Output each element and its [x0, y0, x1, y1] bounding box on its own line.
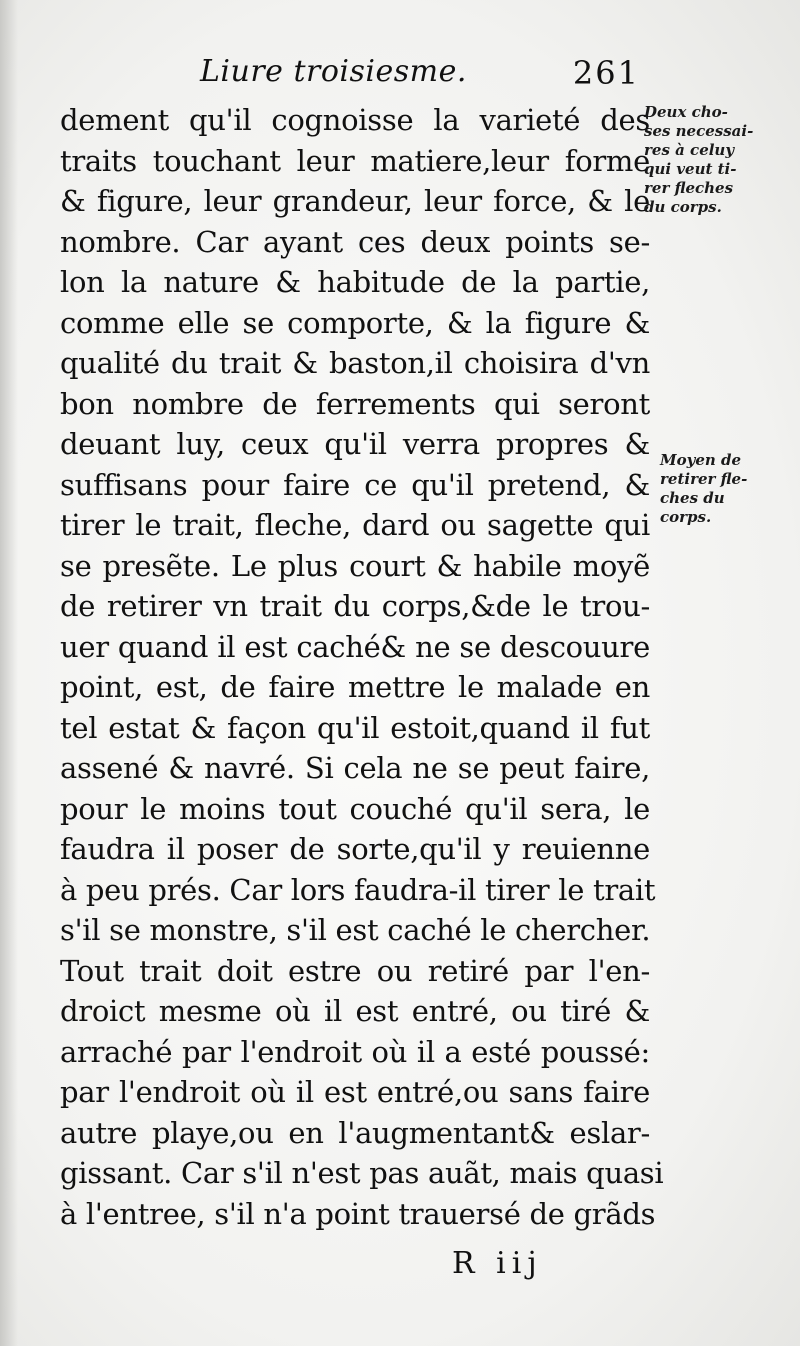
- running-title: Liure troisiesme.: [200, 54, 467, 89]
- margin-note-line: qui veut ti-: [644, 160, 737, 178]
- margin-note-line: res à celuy: [644, 141, 735, 159]
- text-line: deuant luy, ceux qu'il verra propres &: [60, 427, 650, 461]
- text-line: Tout trait doit estre ou retiré par l'en-: [60, 953, 650, 988]
- text-line: se presẽte. Le plus court & habile moyẽ: [60, 548, 650, 583]
- signature-mark: R iij: [452, 1246, 543, 1281]
- text-line: & figure, leur grandeur, leur force, & le: [60, 184, 650, 218]
- text-line: droict mesme où il est entré, ou tiré &: [60, 994, 650, 1028]
- margin-note-line: du corps.: [644, 198, 722, 216]
- text-line: à l'entree, s'il n'a point trauersé de grãds: [60, 1196, 656, 1231]
- margin-note-line: Deux cho-: [644, 103, 728, 121]
- margin-note-line: corps.: [660, 508, 712, 526]
- text-line: bon nombre de ferrements qui seront: [60, 386, 650, 421]
- margin-note-line: ches du: [660, 489, 725, 507]
- text-line: gissant. Car s'il n'est pas auãt, mais quasi: [60, 1156, 664, 1190]
- main-text-block: [60, 100, 664, 1234]
- text-line: à peu prés. Car lors faudra-il tirer le trait: [60, 872, 656, 907]
- margin-note-line: retirer fle-: [660, 470, 748, 488]
- text-line: uer quand il est caché& ne se descouure: [60, 629, 650, 664]
- text-line: traits touchant leur matiere,leur forme: [60, 143, 650, 178]
- page-header: [200, 54, 660, 98]
- text-line: nombre. Car ayant ces deux points se-: [60, 224, 650, 259]
- text-line: comme elle se comporte, & la figure &: [60, 305, 650, 340]
- text-line: s'il se monstre, s'il est caché le chercher.: [60, 913, 651, 947]
- text-line: par l'endroit où il est entré,ou sans faire: [60, 1075, 650, 1109]
- text-line: faudra il poser de sorte,qu'il y reuienne: [60, 832, 650, 866]
- margin-note-line: ses necessai-: [644, 122, 754, 140]
- text-line: lon la nature & habitude de la partie,: [60, 265, 650, 299]
- text-line: assené & navré. Si cela ne se peut faire,: [60, 751, 650, 785]
- margin-note-line: rer fleches: [644, 179, 734, 197]
- text-line: tel estat & façon qu'il estoit,quand il fut: [60, 710, 650, 745]
- text-line: dement qu'il cognoisse la varieté des: [60, 103, 650, 137]
- margin-note-1: [644, 103, 794, 217]
- text-line: pour le moins tout couché qu'il sera, le: [60, 791, 650, 826]
- text-line: de retirer vn trait du corps,&de le trou-: [60, 589, 650, 623]
- margin-note-line: Moyen de: [660, 451, 742, 469]
- text-line: arraché par l'endroit où il a esté poussé:: [60, 1034, 650, 1069]
- page-number: 261: [572, 54, 640, 92]
- text-line: autre playe,ou en l'augmentant& eslar-: [60, 1115, 650, 1150]
- text-line: tirer le trait, fleche, dard ou sagette qui: [60, 508, 650, 542]
- text-line: point, est, de faire mettre le malade en: [60, 670, 650, 704]
- text-line: suffisans pour faire ce qu'il pretend, &: [60, 467, 650, 502]
- text-line: qualité du trait & baston,il choisira d'vn: [60, 346, 650, 380]
- page-gutter-shadow: [0, 0, 18, 1346]
- margin-note-2: [660, 451, 800, 527]
